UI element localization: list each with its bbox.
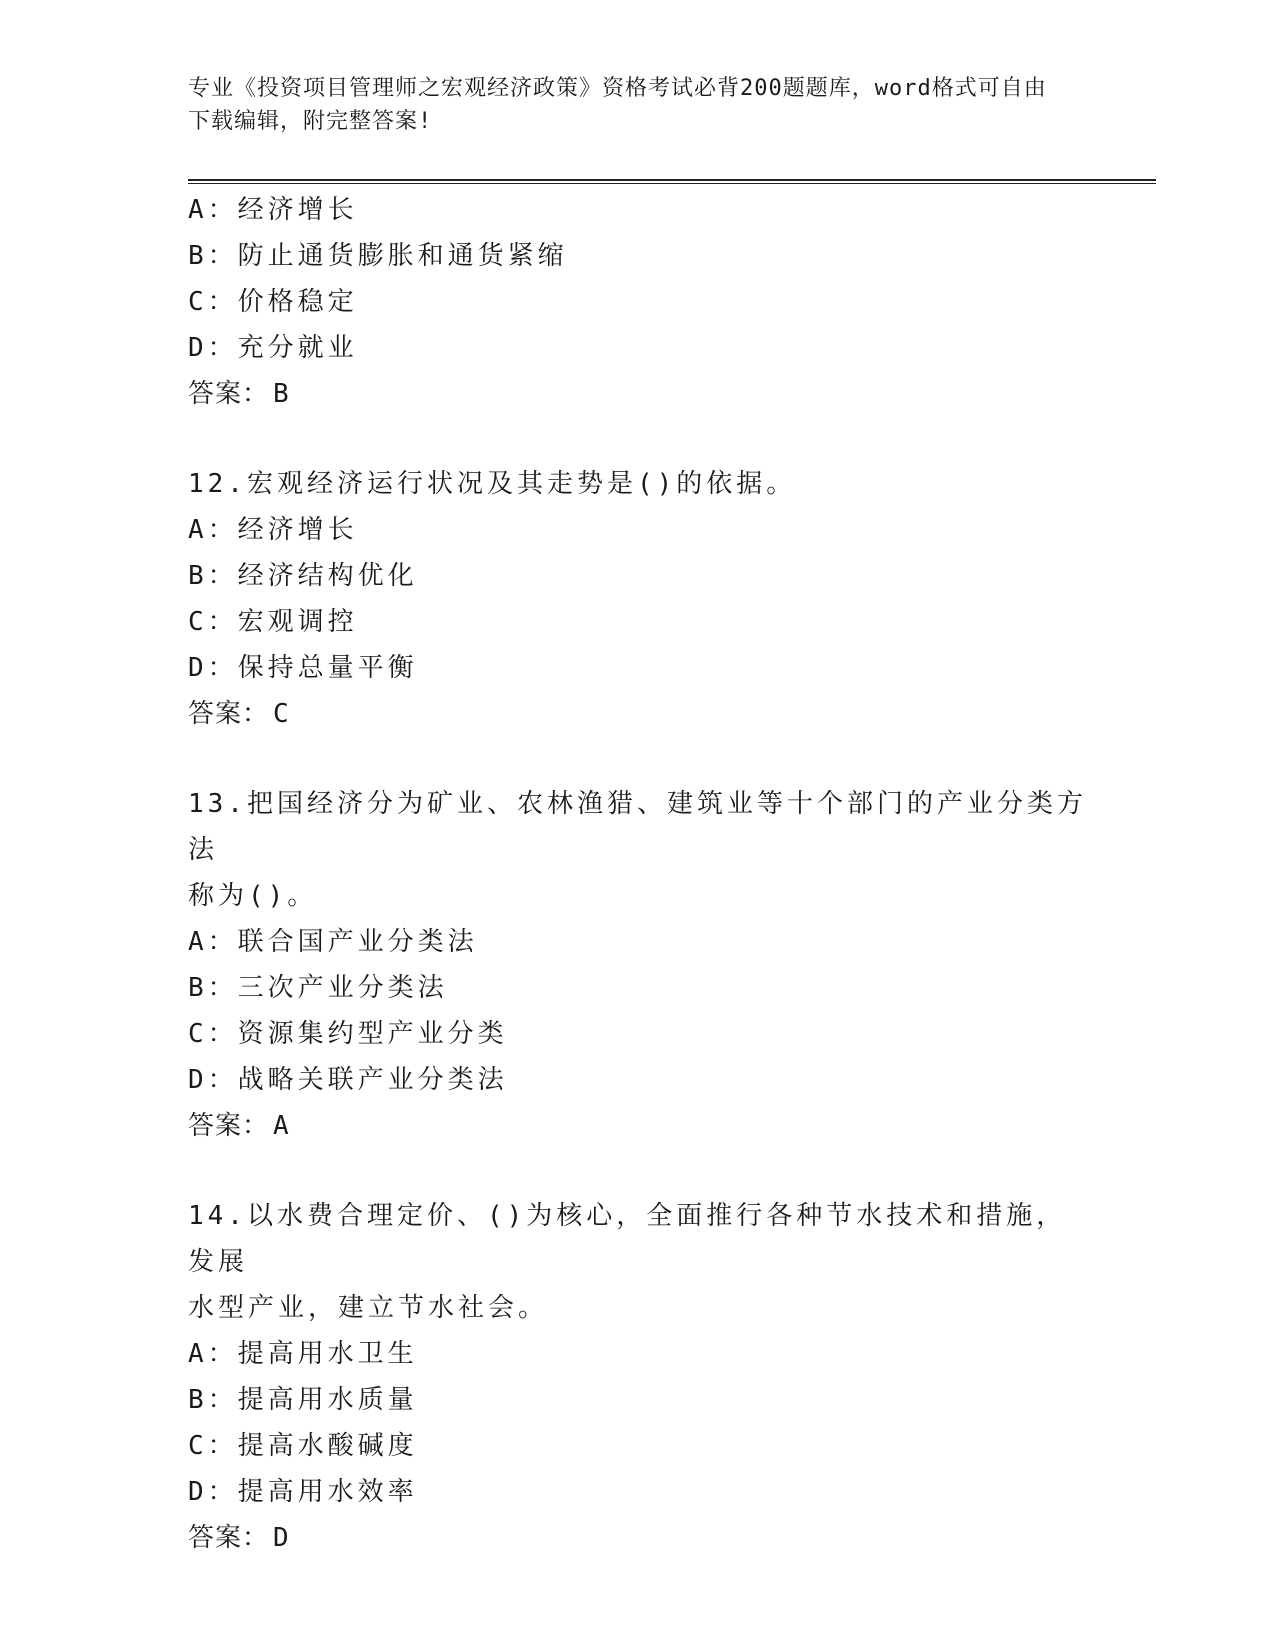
answer-label: 答案：	[188, 1523, 270, 1553]
question-stem-line: 水型产业，建立节水社会。	[188, 1293, 549, 1323]
question-block-partial	[188, 187, 1088, 417]
option-d: D：提高用水效率	[188, 1477, 418, 1507]
answer-line	[188, 691, 1088, 737]
document-content	[188, 187, 1088, 1561]
option-d: D：保持总量平衡	[188, 653, 418, 683]
question-stem-line: 14.以水费合理定价、()为核心，全面推行各种节水技术和措施，发展	[188, 1201, 1067, 1277]
option-c: C：提高水酸碱度	[188, 1431, 418, 1461]
answer-line	[188, 1103, 1088, 1149]
option-c: C：价格稳定	[188, 287, 358, 317]
answer-line	[188, 1515, 1088, 1561]
header-divider	[188, 179, 1156, 184]
option-b: B：防止通货膨胀和通货紧缩	[188, 241, 568, 271]
option-a: A：联合国产业分类法	[188, 927, 478, 957]
option-b: B：三次产业分类法	[188, 973, 448, 1003]
answer-label: 答案：	[188, 699, 270, 729]
answer-value: C	[273, 699, 290, 729]
question-stem-line: 称为()。	[188, 881, 318, 911]
question-block-14	[188, 1193, 1088, 1561]
option-d: D：充分就业	[188, 333, 358, 363]
question-block-12	[188, 461, 1088, 737]
option-c: C：资源集约型产业分类	[188, 1019, 508, 1049]
option-a: A：提高用水卫生	[188, 1339, 418, 1369]
answer-label: 答案：	[188, 379, 270, 409]
answer-value: D	[273, 1523, 290, 1553]
answer-label: 答案：	[188, 1111, 270, 1141]
question-stem-line: 13.把国经济分为矿业、农林渔猎、建筑业等十个部门的产业分类方法	[188, 789, 1087, 865]
option-c: C：宏观调控	[188, 607, 358, 637]
option-d: D：战略关联产业分类法	[188, 1065, 508, 1095]
option-a: A：经济增长	[188, 515, 358, 545]
document-header-title: 专业《投资项目管理师之宏观经济政策》资格考试必背200题题库，word格式可自由下载编辑，附完整答案!	[188, 76, 1047, 134]
answer-value: A	[273, 1111, 290, 1141]
question-block-13	[188, 781, 1088, 1149]
option-a: A：经济增长	[188, 195, 358, 225]
answer-value: B	[273, 379, 290, 409]
question-stem-line: 12.宏观经济运行状况及其走势是()的依据。	[188, 469, 797, 499]
option-b: B：提高用水质量	[188, 1385, 418, 1415]
answer-line	[188, 371, 1088, 417]
option-b: B：经济结构优化	[188, 561, 418, 591]
